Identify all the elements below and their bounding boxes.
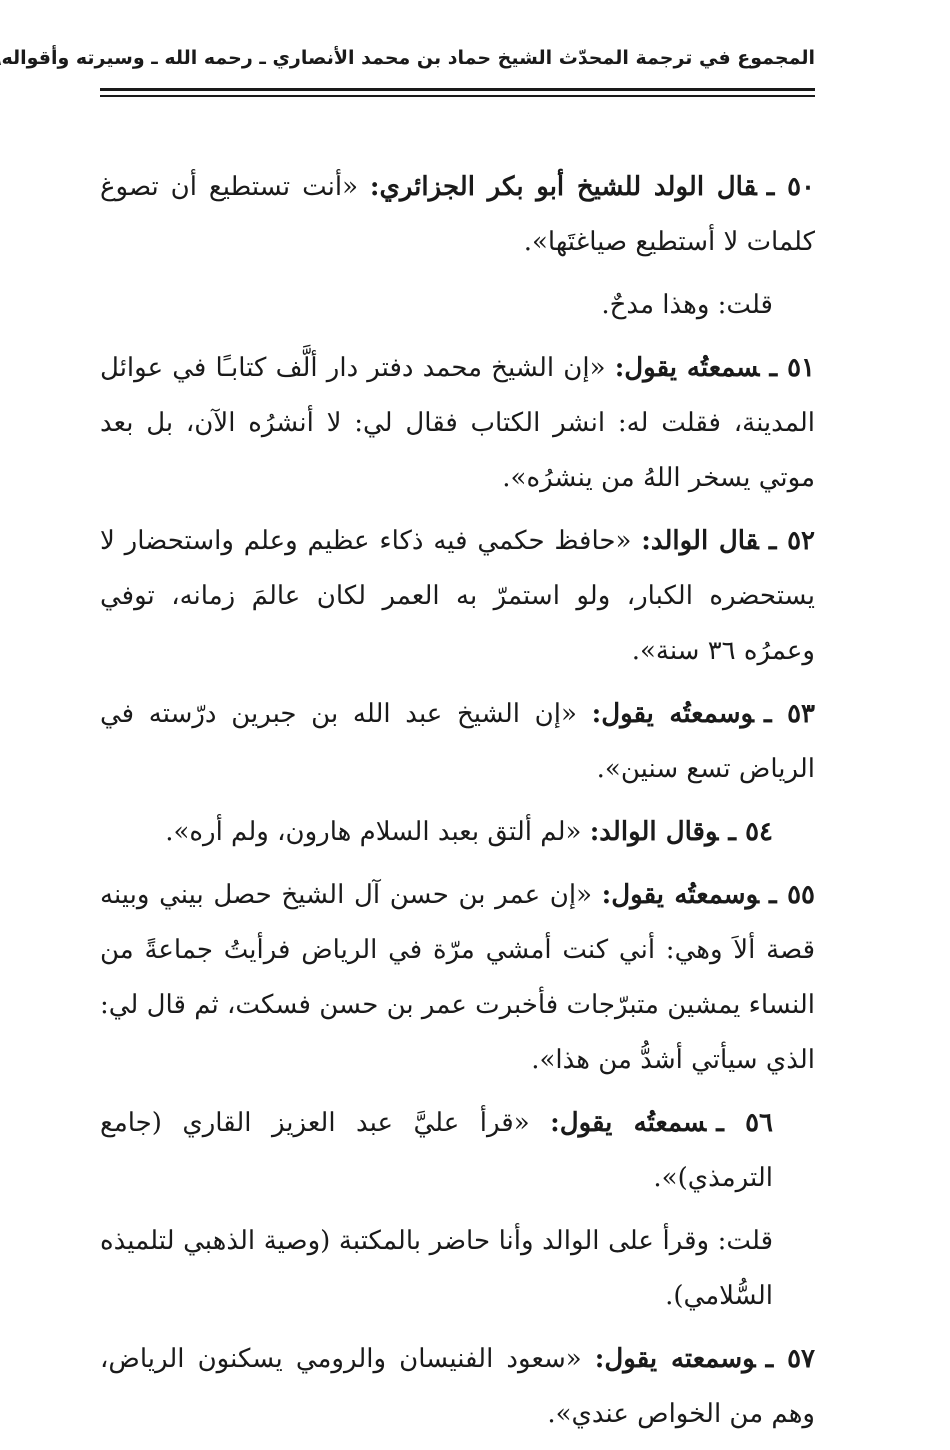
paragraph-51 xyxy=(100,341,815,506)
paragraph-speaker: قال الولد للشيخ أبو بكر الجزائري: xyxy=(369,172,757,202)
paragraph-number: ٥٦ ـ xyxy=(716,1108,774,1138)
paragraph-text: «إن الشيخ محمد دفتر دار ألَّف كتابـًا في عوائل المدينة، فقلت له: انشر الكتاب فقال لي: لا أنشرُه الآن، بل بعد موتي يسخر اللهُ من ينشرُه». xyxy=(100,353,815,493)
paragraph-text: «قرأ عليَّ عبد العزيز القاري (جامع الترمذي)». xyxy=(100,1108,773,1193)
paragraph-57 xyxy=(100,1332,815,1442)
paragraph-note-56 xyxy=(100,1214,815,1324)
paragraph-speaker: وسمعتُه يقول: xyxy=(591,699,754,729)
paragraph-text: «لم ألتق بعبد السلام هارون، ولم أره». xyxy=(165,817,590,847)
paragraph-speaker: وسمعتُه يقول: xyxy=(601,880,759,910)
body-text xyxy=(100,160,815,1450)
paragraph-text: «إن الشيخ عبد الله بن جبرين درّسته في الرياض تسع سنين». xyxy=(100,699,815,784)
paragraph-number: ٥٥ ـ xyxy=(769,880,816,910)
paragraph-52 xyxy=(100,514,815,679)
paragraph-number: ٥٧ ـ xyxy=(765,1344,816,1374)
paragraph-number: ٥٢ ـ xyxy=(768,526,815,556)
paragraph-text: قلت: وقرأ على الوالد وأنا حاضر بالمكتبة (وصية الذهبي لتلميذه السُّلامي). xyxy=(100,1226,773,1311)
paragraph-speaker: وقال الوالد: xyxy=(589,817,719,847)
paragraph-number: ٥٠ ـ xyxy=(766,172,815,202)
paragraph-speaker: وسمعته يقول: xyxy=(594,1344,756,1374)
paragraph-53 xyxy=(100,687,815,797)
paragraph-50 xyxy=(100,160,815,270)
paragraph-number: ٥١ ـ xyxy=(769,353,815,383)
paragraph-speaker: سمعتُه يقول: xyxy=(550,1108,707,1138)
paragraph-55 xyxy=(100,868,815,1088)
paragraph-speaker: سمعتُه يقول: xyxy=(614,353,760,383)
running-header xyxy=(1,38,815,78)
paragraph-text: «سعود الفنيسان والرومي يسكنون الرياض، وهم من الخواص عندي». xyxy=(100,1344,815,1429)
paragraph-speaker: قال الوالد: xyxy=(641,526,759,556)
paragraph-text: «حافظ حكمي فيه ذكاء عظيم وعلم واستحضار لا يستحضره الكبار، ولو استمرّ به العمر لكان عالمَ زمانه، توفي وعمرُه ٣٦ سنة». xyxy=(100,526,815,666)
paragraph-number: ٥٤ ـ xyxy=(728,817,773,847)
page-number xyxy=(0,46,1,71)
paragraph-number: ٥٣ ـ xyxy=(763,699,816,729)
paragraph-text: قلت: وهذا مدحٌ. xyxy=(601,290,773,320)
paragraph-text: «إن عمر بن حسن آل الشيخ حصل بيني وبينه قصة ألاَ وهي: أني كنت أمشي مرّة في الرياض فرأيتُ جماعةً من النساء يمشين متبرّجات فأخبرت عمر بن حسن فسكت، ثم قال لي: الذي سيأتي أشدُّ من هذا». xyxy=(100,880,815,1075)
header-rule-thin xyxy=(100,95,815,97)
paragraph-note-50 xyxy=(100,278,815,333)
paragraph-text: «أنت تستطيع أن تصوغ كلمات لا أستطيع صياغتَها». xyxy=(100,172,815,257)
paragraph-54 xyxy=(100,805,815,860)
header-rule-thick xyxy=(100,88,815,91)
header-title: المجموع في ترجمة المحدّث الشيخ حماد بن محمد الأنصاري ـ رحمه الله ـ وسيرته وأقواله xyxy=(1,47,815,69)
paragraph-56 xyxy=(100,1096,815,1206)
